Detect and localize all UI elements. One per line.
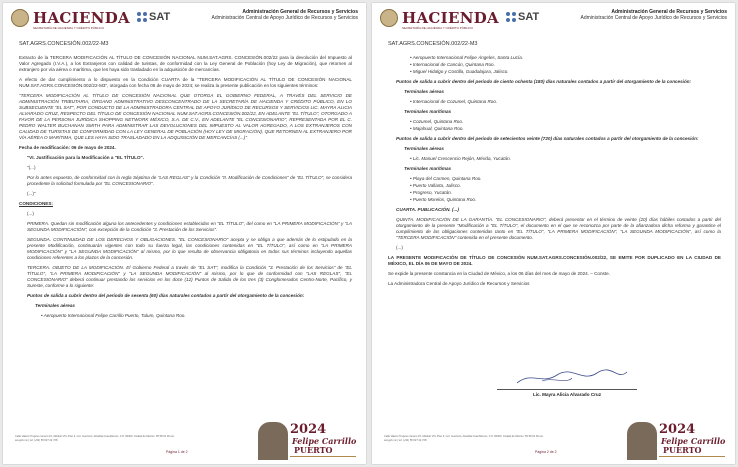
logo-name-2: PUERTO (294, 445, 333, 455)
list-item: • Miguel Hidalgo y Costilla, Guadalajara, Jalisco. (410, 69, 509, 74)
page2-body (388, 41, 721, 291)
admin-header (208, 9, 358, 21)
condition-quinta: QUINTA. MODIFICACIÓN DE LA GARANTÍA. "EL CONCESIONARIO", deberá presentar en el término de veinte (20) días hábiles contados a partir del otorgamiento de la presente "Modificación a "EL TÍTULO", el documento en el que se reconozca por parte de la afianzadora dicha reforma y garantice el cumplimiento de las obligaciones contenidas tanto en "EL TÍTULO", "LA PRIMERA MODIFICACIÓN", "LA SEGUNDA MODIFICACIÓN", así como la "TERCERA MODIFICACIÓN" contenida en el presente documento. (396, 217, 721, 240)
justification-paragraph: Por lo antes expuesto, de conformidad con la regla Séptima de "LAS REGLAS" y la Condición "II. Modificación de Condiciones" de "EL TÍTULO", se considera procedente la solicitud formulada por "EL CONCESIONARIO". (27, 175, 352, 186)
reference-number: SAT.AGRS.CONCESIÓN.002/22-M3 (388, 41, 478, 47)
title-quote-paragraph: "TERCERA MODIFICACIÓN AL TÍTULO DE CONCESIÓN NACIONAL QUE OTORGA EL GOBIERNO FEDERAL, A TRAVÉS DEL SERVICIO DE ADMINISTRACIÓN TRIBUTARIA, ÓRGANO ADMINISTRATIVO DESCONCENTRADO DE LA SECRETARÍA DE HACIENDA Y CRÉDITO PÚBLICO, EN LO SUBSECUENTE "EL SAT", POR CONDUCTO DE LA ADMINISTRADORA CENTRAL DE APOYO JURÍDICO DE RECURSOS Y SERVICIOS LIC. MAYRA ALICIA ALVARADO CRUZ, RESPECTO DEL TÍTULO DE CONCESIÓN NACIONAL NUM.SAT.AGRS.CONCESIÓN.002/22, EN ADELANTE "EL TÍTULO", OTORGADO A FAVOR DE LA PERSONA JURÍDICA SHOPPING NETWORK MÉXICO, S.A. DE C.V., EN ADELANTE "EL CONCESIONARIO", REPRESENTADA POR EL C. PEDRO WALTER BUCHANAN SMITH PARA ADMINISTRAR LAS DEVOLUCIONES DEL IMPUESTO AL VALOR AGREGADO, A LOS EXTRANJEROS CON CALIDAD DE TURISTAS DE CONFORMIDAD CON LA LEY GENERAL DE POBLACIÓN (HOY LEY DE MIGRACIÓN), QUE RETORNEN AL EXTRANJERO POR VÍA AÉREA O MARÍTIMA, QUE LES HAYA SIDO TRASLADADO EN LA ADQUISICIÓN DE MERCANCÍAS (...)" (19, 93, 352, 140)
condition-tercera: TERCERA. OBJETO DE LA MODIFICACIÓN. El Gobierno Federal a través de "EL SAT", modifica la Condición "3. Prestación de los Servicios" de "EL TÍTULO", "LA PRIMERA MODIFICACIÓN" y "LA SEGUNDA MODIFICACIÓN" al mismo, por lo que de conformidad con "LAS REGLAS", "EL CONCESIONARIO" deberá continuar prestando los servicios en los doce (12) Puntos de Salida de los tres (3) Conglomerados Centro-Norte, Pacífico, y Sureste, conforme a lo siguiente: (27, 265, 352, 288)
hacienda-logo-subtitle: SECRETARÍA DE HACIENDA Y CRÉDITO PÚBLICO (33, 26, 104, 30)
signatory-title: La Administradora Central de Apoyo Jurídico de Recursos y Servicios (388, 281, 530, 286)
terminales-aereas-heading: Terminales aéreas (404, 89, 444, 94)
terminales-aereas-heading: Terminales aéreas (404, 146, 444, 151)
handwritten-signature (512, 369, 632, 387)
reference-number: SAT.AGRS.CONCESIÓN.002/22-M3 (19, 41, 109, 47)
hacienda-logo: HACIENDA (402, 9, 499, 27)
list-item: • Cozumel, Quintana Roo. (410, 119, 464, 124)
list-item: • Puerto Morelos, Quintana Roo. (410, 197, 477, 202)
condition-cuarta: CUARTA. PUBLICACIÓN. (...) (396, 207, 459, 212)
portrait-icon (627, 422, 657, 460)
admin-line1: Administración General de Recursos y Servicios (242, 9, 358, 15)
list-item: • Playa del Carmen, Quintana Roo. (410, 176, 482, 181)
sat-logo: SAT (518, 11, 540, 23)
admin-line2: Administración Central de Apoyo Jurídico de Recursos y Servicios (580, 15, 727, 21)
page-footer (380, 420, 727, 460)
list-item-aeropuerto-tulum: • Aeropuerto Internacional Felipe Carrillo Puerto, Tulum, Quintana Roo. (41, 313, 186, 318)
emission-statement: LA PRESENTE MODIFICACIÓN DE TÍTULO DE CONCESIÓN NUM.SAT.AGRS.CONCESIÓN.002/22, SE EMITE POR DUPLICADO EN LA CIUDAD DE MÉXICO, EL DÍA 06 DE MAYO DE 2024. (388, 255, 721, 266)
terminales-maritimas-heading: Terminales marítimas (404, 109, 452, 114)
hacienda-logo-subtitle: SECRETARÍA DE HACIENDA Y CRÉDITO PÚBLICO (402, 26, 473, 30)
sat-dots-icon (137, 12, 147, 23)
section-vi-heading: "VI. Justificación para la Modificación a "EL TÍTULO". (27, 155, 144, 160)
puntos-720-heading: Puntos de salida a cubrir dentro del periodo de setecientos veinte (720) días naturales contados a partir del otorgamiento de la concesión: (396, 136, 699, 141)
signatory-name: Lic. Mayra Alicia Alvarado Cruz (532, 392, 602, 397)
hacienda-logo: HACIENDA (33, 9, 130, 27)
page-header (380, 9, 727, 33)
condition-segunda: SEGUNDA. CONTINUIDAD DE LOS DERECHOS Y OBLIGACIONES. "EL CONCESIONARIO" acepta y se obliga a que además de lo estipulado en la presente Modificación, continuarán vigentes con todo su fuerza legal, las condiciones contenidas en "EL TÍTULO", así como en "LA PRIMERA MODIFICACIÓN" y "LA SEGUNDA MODIFICACIÓN" al mismo, por lo que resulta de observancia obligatoria en todos sus términos incluyendo aquellas condiciones referentes a los plazos de la concesión. (27, 237, 352, 260)
list-item: • Majahual, Quintana Roo. (410, 126, 464, 131)
terminales-maritimas-heading: Terminales marítimas (404, 166, 452, 171)
puntos-60-heading: Puntos de salida a cubrir dentro del periodo de sesenta (60) días naturales contados a partir del otorgamiento de la concesión: (27, 293, 305, 298)
logo-name-2: PUERTO (663, 445, 702, 455)
portrait-icon (258, 422, 288, 460)
extract-paragraph: Extracto de la TERCERA MODIFICACIÓN AL TÍTULO DE CONCESIÓN NACIONAL NUM.SAT.AGRS. CONCESIÓN.002/22 para la devolución del Impuesto al Valor Agregado (I.V.A.), a los Extranjeros con calidad de turistas, de conformidad con la Ley General de Población (hoy Ley de Migración), que retornen al extranjero por vía aérea o marítima, que les haya sido trasladado en la adquisición de mercancías. (19, 55, 352, 72)
document-page-2 (372, 3, 735, 464)
logo-year: 2024 (290, 422, 327, 437)
logo-name-1: Felipe Carrillo (292, 436, 357, 446)
page-number: Página 2 de 2 (535, 450, 557, 454)
footer-address: Calle Valerio Trujano número 15, Módulo VIII, Piso 3, Col. Guerrero, Alcaldía Cuauhtémoc, C.P. 06300, Ciudad de México. 55 58 02 00 ext. sat.gob.mx | tel: (+52) 55 627 22 728 (15, 435, 175, 442)
page1-body (19, 41, 352, 323)
admin-line1: Administración General de Recursos y Servicios (611, 9, 727, 15)
footer-address: Calle Valerio Trujano número 15, Módulo VIII, Piso 3, Col. Guerrero, Alcaldía Cuauhtémoc, C.P. 06300, Ciudad de México. 55 58 02 00 ext. sat.gob.mx | tel: (+52) 55 627 22 728 (384, 435, 544, 442)
sat-logo: SAT (149, 11, 171, 23)
signature-block (457, 375, 677, 397)
logo-year: 2024 (659, 422, 696, 437)
admin-header (577, 9, 727, 21)
list-item: • Puerto Vallarta, Jalisco. (410, 183, 461, 188)
felipe-carrillo-puerto-logo (258, 422, 358, 460)
list-item: • Internacional de Cancún, Quintana Roo. (410, 62, 495, 67)
list-item: • Progreso, Yucatán. (410, 190, 452, 195)
felipe-carrillo-puerto-logo (627, 422, 727, 460)
list-item: • Lic. Manuel Crescencio Rejón, Mérida, Yucatán. (410, 156, 511, 161)
list-item: • Internacional de Cozumel, Quintana Roo. (410, 99, 498, 104)
intro-paragraph: A efecto de dar cumplimiento a lo dispuesto en la Condición CUARTA de la "TERCERA MODIFICACIÓN AL TÍTULO DE CONCESIÓN NACIONAL NUM.SAT.AGRS.CONCESIÓN.002/22-M3", otorgada con fecha 06 de mayo de 2024; se realiza la presente publicación en los siguientes términos: (19, 77, 352, 88)
list-item: • Aeropuerto Internacional Felipe Ángeles, Santa Lucía. (410, 55, 524, 60)
ellipsis: (...) (396, 245, 403, 250)
page-footer (11, 420, 358, 460)
admin-line2: Administración Central de Apoyo Jurídico de Recursos y Servicios (211, 15, 358, 21)
page-number: Página 1 de 2 (166, 450, 188, 454)
logo-name-1: Felipe Carrillo (661, 436, 726, 446)
mexico-seal-icon (11, 9, 29, 27)
ellipsis-3: (...) (27, 211, 34, 216)
sat-dots-icon (506, 12, 516, 23)
condition-primera: PRIMERA. Quedan sin modificación alguna los antecedentes y condiciones establecidas en "EL TÍTULO", del como en "LA PRIMERA MODIFICACIÓN" y "LA SEGUNDA MODIFICACIÓN", con excepción de la Condición "3. Prestación de los Servicios". (27, 221, 352, 232)
page-header (11, 9, 358, 33)
constancia-statement: Se expide la presente constancia en la Ciudad de México, a los 06 días del mes de mayo de 2024. – Conste. (388, 271, 610, 276)
ellipsis-2: (...)" (27, 191, 36, 196)
mexico-seal-icon (380, 9, 398, 27)
modification-date: Fecha de modificación: 06 de mayo de 2024. (19, 145, 116, 150)
document-page-1 (3, 3, 366, 464)
puntos-180-heading: Puntos de salida a cubrir dentro del periodo de ciento ochenta (180) días naturales contados a partir del otorgamiento de la concesión: (396, 79, 692, 84)
terminales-aereas-heading: Terminales aéreas (35, 303, 75, 308)
conditions-heading: CONDICIONES: (19, 201, 53, 206)
ellipsis-1: "(...) (27, 165, 36, 170)
